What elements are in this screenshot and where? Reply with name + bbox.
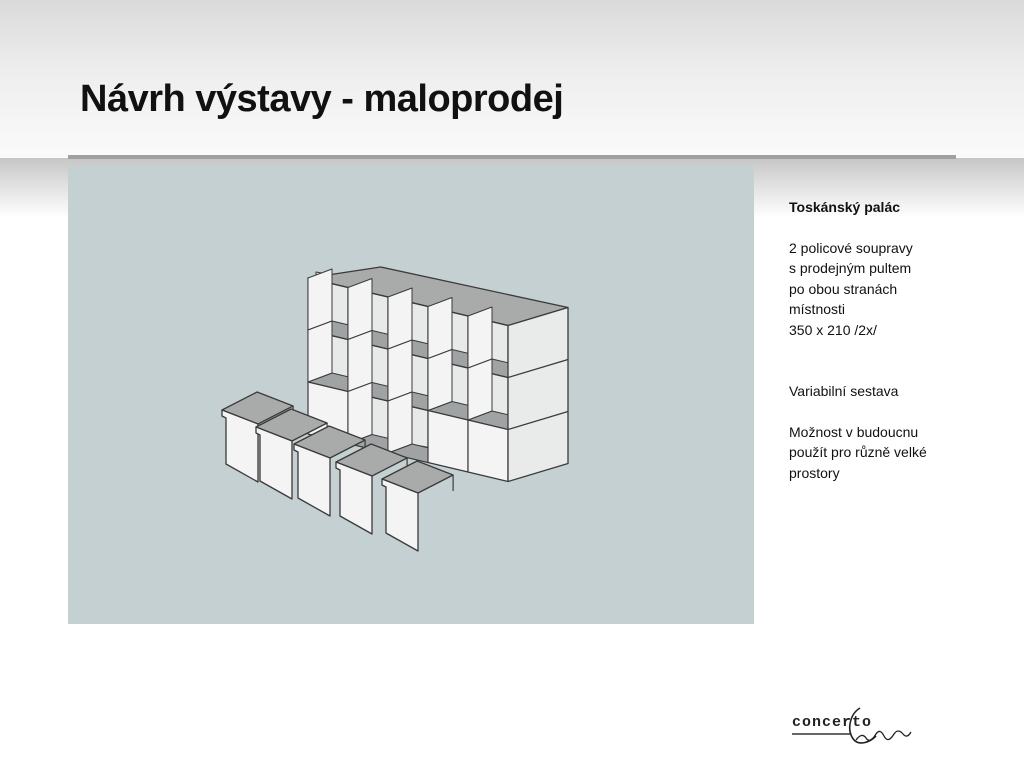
title-divider: [68, 155, 956, 159]
description-line: 350 x 210 /2x/: [789, 321, 877, 338]
shelf-cell: [468, 420, 508, 482]
shelf-divider: [428, 298, 452, 359]
description-panel: [789, 197, 989, 483]
concerto-classico-logo: [790, 700, 920, 756]
description-line: po obou stranách: [789, 280, 898, 297]
shelving-render-image: [68, 166, 754, 624]
shelf-divider: [308, 269, 332, 330]
shelf-divider: [388, 288, 412, 349]
description-line: použít pro různě velké: [789, 444, 927, 460]
shelf-divider: [388, 392, 412, 453]
shelving-render-svg: [68, 166, 754, 624]
shelf-divider: [348, 331, 372, 392]
svg-text:concerto: concerto: [792, 714, 873, 731]
description-line: Variabilní sestava: [789, 383, 899, 399]
slide-title: Návrh výstavy - maloprodej: [80, 78, 564, 120]
shelf-divider: [468, 307, 492, 368]
shelf-right-side: [508, 308, 568, 482]
shelf-divider: [428, 350, 452, 411]
description-line: prostory: [789, 464, 840, 481]
shelf-divider: [388, 340, 412, 401]
shelf-divider: [468, 359, 492, 420]
description-heading: Toskánský palác: [789, 199, 901, 215]
description-line: 2 policové soupravy: [789, 239, 913, 256]
description-line: Možnost v budoucnu: [789, 423, 919, 440]
description-line: s prodejným pultem: [789, 260, 912, 276]
shelf-cell: [428, 411, 468, 473]
shelf-divider: [308, 321, 332, 382]
shelf-divider: [348, 279, 372, 340]
description-line: místnosti: [789, 301, 846, 317]
